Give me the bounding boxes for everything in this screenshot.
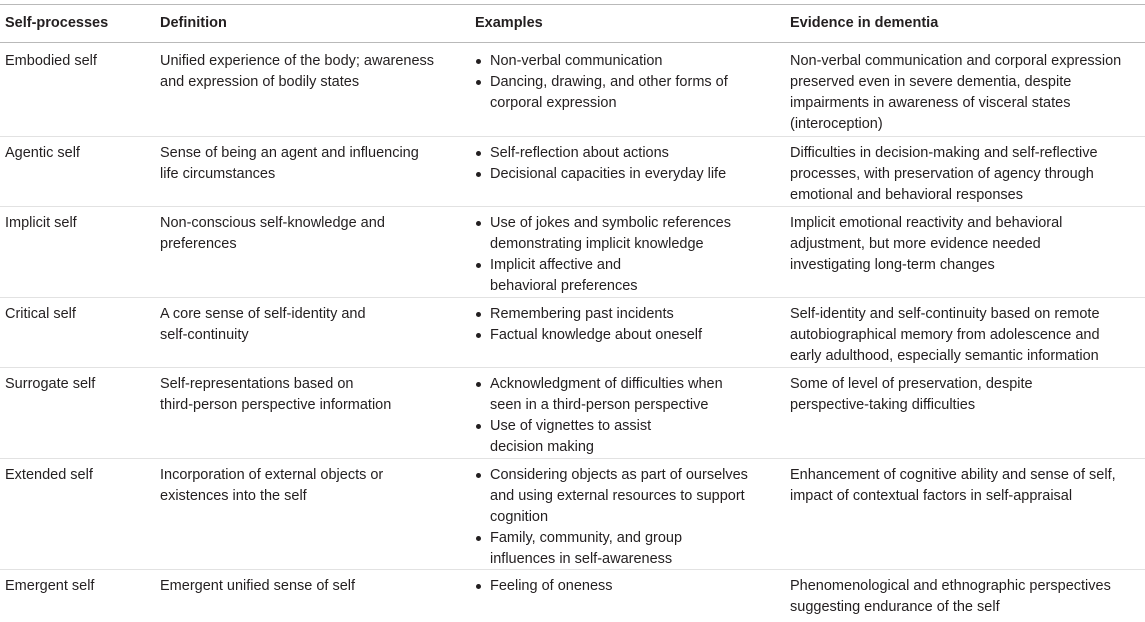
bullet-icon [475,51,487,72]
example-line: Dancing, drawing, and other forms of [490,74,728,90]
example-line: Use of jokes and symbolic references [490,215,731,231]
cell-definition-line: Sense of being an agent and influencing [160,145,419,161]
example-item [475,374,723,416]
cell-evidence-line: (interoception) [790,116,883,132]
cell-definition-line: Self-representations based on [160,376,354,392]
bullet-icon [475,528,487,549]
cell-evidence-line: Implicit emotional reactivity and behavioral [790,215,1063,231]
example-line: demonstrating implicit knowledge [490,236,704,252]
bullet-icon [475,255,487,276]
bullet-icon [475,304,487,325]
cell-self-process: Extended self [5,467,93,483]
table-row [0,297,1145,364]
cell-self-process: Critical self [5,306,76,322]
example-line: Implicit affective and [490,257,622,273]
cell-definition-line: Incorporation of external objects or [160,467,384,483]
cell-evidence-line: suggesting endurance of the self [790,599,1000,615]
bullet-icon [475,325,487,346]
cell-self-process: Implicit self [5,215,77,231]
cell-evidence [790,143,1098,206]
table-row [0,458,1145,567]
bullet-icon [475,576,487,597]
example-line: influences in self-awareness [490,551,673,567]
example-item [475,164,726,185]
bullet-icon [475,143,487,164]
cell-evidence-line: processes, with preservation of agency through [790,166,1094,182]
example-item [475,72,728,114]
cell-evidence-line: early adulthood, especially semantic information [790,348,1099,364]
header-evidence: Evidence in dementia [790,15,939,31]
example-item [475,213,731,255]
cell-evidence-line: Non-verbal communication and corporal expression [790,53,1122,69]
cell-evidence-line: emotional and behavioral responses [790,187,1023,203]
cell-definition [160,51,434,93]
example-line: Acknowledgment of difficulties when [490,376,723,392]
cell-examples [475,213,731,297]
cell-evidence-line: impairments in awareness of visceral states [790,95,1071,111]
example-item [475,465,748,528]
example-item [475,255,731,297]
bullet-icon [475,374,487,395]
cell-evidence-line: Self-identity and self-continuity based on remote [790,306,1100,322]
example-item [475,576,613,597]
cell-evidence [790,374,1033,416]
cell-self-process: Surrogate self [5,376,96,392]
example-line: seen in a third-person perspective [490,397,709,413]
example-item [475,304,702,325]
cell-evidence [790,576,1111,618]
cell-definition [160,143,419,185]
cell-definition-line: and expression of bodily states [160,74,360,90]
example-line: Non-verbal communication [490,53,663,69]
example-line: Factual knowledge about oneself [490,327,703,343]
cell-definition-line: life circumstances [160,166,276,182]
cell-definition-line: self-continuity [160,327,249,343]
example-item [475,143,726,164]
bullet-icon [475,416,487,437]
bullet-icon [475,72,487,93]
cell-evidence [790,465,1116,507]
cell-evidence [790,51,1121,135]
header-rule [0,42,1145,43]
example-line: Considering objects as part of ourselves [490,467,748,483]
example-line: Feeling of oneness [490,578,613,594]
bullet-icon [475,213,487,234]
example-item [475,528,748,570]
cell-examples [475,576,613,597]
cell-examples [475,304,702,346]
example-item [475,325,702,346]
cell-definition-line: Non-conscious self-knowledge and [160,215,385,231]
cell-evidence-line: preserved even in severe dementia, despite [790,74,1072,90]
cell-examples [475,374,723,458]
example-line: and using external resources to support [490,488,745,504]
example-item [475,51,728,72]
example-line: cognition [490,509,549,525]
cell-evidence-line: perspective-taking difficulties [790,397,976,413]
cell-definition-line: preferences [160,236,237,252]
cell-definition-line: Unified experience of the body; awareness [160,53,435,69]
cell-examples [475,143,726,185]
cell-self-process: Agentic self [5,145,80,161]
cell-evidence-line: impact of contextual factors in self-appraisal [790,488,1073,504]
cell-definition-line: A core sense of self-identity and [160,306,366,322]
cell-evidence-line: Difficulties in decision-making and self-reflective [790,145,1098,161]
table-row [0,367,1145,455]
example-line: behavioral preferences [490,278,638,294]
bullet-icon [475,164,487,185]
cell-evidence-line: adjustment, but more evidence needed [790,236,1041,252]
bullet-icon [475,465,487,486]
cell-definition-line: third-person perspective information [160,397,392,413]
header-self-processes: Self-processes [5,15,109,31]
example-line: Use of vignettes to assist [490,418,652,434]
cell-evidence-line: Some of level of preservation, despite [790,376,1033,392]
cell-examples [475,51,728,114]
cell-self-process: Embodied self [5,53,97,69]
cell-definition-line: Emergent unified sense of self [160,578,356,594]
cell-evidence-line: autobiographical memory from adolescence and [790,327,1100,343]
cell-examples [475,465,748,570]
example-item [475,416,723,458]
cell-definition-line: existences into the self [160,488,307,504]
cell-evidence-line: Phenomenological and ethnographic perspectives [790,578,1111,594]
table-row [0,569,1145,615]
cell-evidence-line: investigating long-term changes [790,257,995,273]
cell-evidence [790,304,1100,367]
table-row [0,206,1145,294]
cell-definition [160,576,355,597]
example-line: Family, community, and group [490,530,683,546]
cell-definition [160,465,383,507]
table-row [0,136,1145,203]
cell-self-process: Emergent self [5,578,95,594]
example-line: Self-reflection about actions [490,145,669,161]
header-definition: Definition [160,15,227,31]
cell-evidence [790,213,1062,276]
table-top-rule [0,4,1145,5]
example-line: decision making [490,439,594,455]
header-examples: Examples [475,15,543,31]
cell-definition [160,304,366,346]
cell-definition [160,374,391,416]
example-line: Remembering past incidents [490,306,674,322]
example-line: Decisional capacities in everyday life [490,166,727,182]
cell-evidence-line: Enhancement of cognitive ability and sense of self, [790,467,1116,483]
cell-definition [160,213,385,255]
example-line: corporal expression [490,95,617,111]
